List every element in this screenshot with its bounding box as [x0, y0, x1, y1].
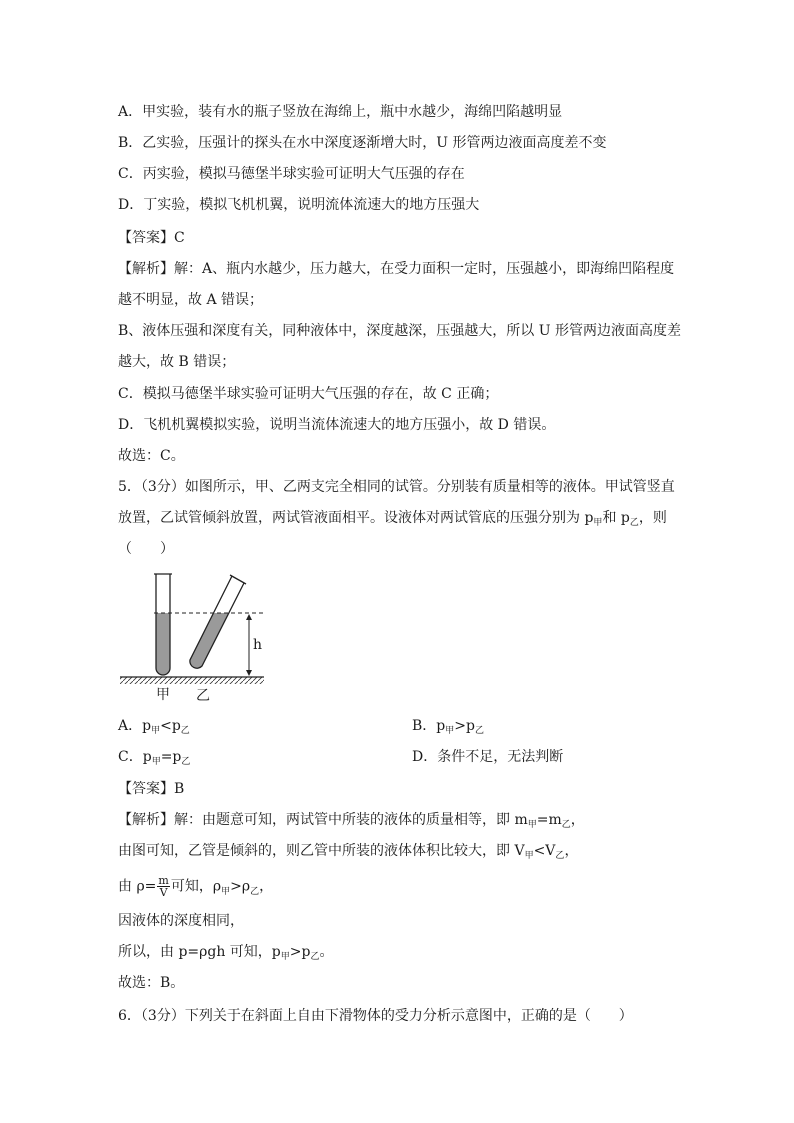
q5-stem-bracket: （ ）	[118, 541, 174, 557]
height-label: h	[253, 637, 263, 653]
test-tube-yi-rim	[230, 575, 246, 584]
q6-stem: 6．（3分）下列关于在斜面上自由下滑物体的受力分析示意图中，正确的是（ ）	[118, 1008, 633, 1024]
q5-stem-line: 放置，乙试管倾斜放置，两试管液面相平。设液体对两试管底的压强分别为 $p_甲$和 $p_乙$，则	[118, 510, 667, 528]
q5-option-d: D．条件不足，无法判断	[412, 749, 564, 765]
tube-label-jia: 甲	[156, 687, 170, 703]
arrow-head-bottom	[246, 670, 252, 676]
density-fraction: $\frac{m}{V}$	[158, 874, 169, 899]
tube-label-yi: 乙	[196, 688, 210, 704]
q4-option-d: D．丁实验，模拟飞机机翼，说明流体流速大的地方压强大	[118, 197, 480, 213]
q5-option-a: A．$p_甲<p_乙$	[118, 718, 190, 736]
q5-conclusion: 故选：B。	[118, 975, 185, 991]
q5-analysis-line: 【解析】解：由题意可知，两试管中所装的液体的质量相等，即 $m_甲=m_乙$，	[118, 812, 585, 830]
test-tube-diagram	[118, 566, 268, 706]
q4-analysis-line: 越不明显，故 A 错误；	[118, 292, 264, 308]
q5-analysis-line: 由 ρ= $\frac{m}{V}$ 可知，$\rho_甲>\rho_乙$，	[118, 874, 274, 899]
q4-option-b: B．乙实验，压强计的探头在水中深度逐渐增大时，U 形管两边液面高度差不变	[118, 135, 607, 151]
q5-answer: 【答案】B	[118, 781, 185, 797]
liquid-yi	[178, 613, 258, 684]
q4-conclusion: 故选：C。	[118, 448, 185, 464]
q4-analysis-line: D．飞机机翼模拟实验，说明当流体流速大的地方压强小，故 D 错误。	[118, 417, 556, 433]
q5-analysis-line: 因液体的深度相同，	[118, 913, 244, 929]
q4-analysis-line: 越大，故 B 错误；	[118, 354, 236, 370]
q4-answer: 【答案】C	[118, 230, 185, 246]
ground-hatching	[120, 677, 264, 684]
liquid-jia	[156, 613, 170, 678]
arrow-head-top	[246, 614, 252, 620]
q4-analysis-line: B、液体压强和深度有关，同种液体中，深度越深，压强越大，所以 U 形管两边液面高度差	[118, 323, 681, 339]
q5-stem-line: 5．（3分）如图所示，甲、乙两支完全相同的试管。分别装有质量相等的液体。甲试管竖直	[118, 479, 675, 495]
q5-option-c: C．$p_甲=p_乙$	[118, 749, 191, 767]
q4-analysis-line: C．模拟马德堡半球实验可证明大气压强的存在，故 C 正确；	[118, 386, 499, 402]
q4-option-c: C．丙实验，模拟马德堡半球实验可证明大气压强的存在	[118, 166, 465, 182]
q5-option-b: B．$p_甲>p_乙$	[412, 718, 484, 736]
test-tube-figure	[118, 566, 268, 710]
q5-analysis-line: 由图可知，乙管是倾斜的，则乙管中所装的液体体积比较大，即 $V_甲<V_乙$，	[118, 843, 579, 861]
q4-option-a: A．甲实验，装有水的瓶子竖放在海绵上，瓶中水越少，海绵凹陷越明显	[118, 104, 563, 120]
q5-analysis-line: 所以，由 p=ρgh 可知，$p_甲>p_乙$。	[118, 944, 334, 962]
q4-analysis-line: 【解析】解：A、瓶内水越少，压力越大，在受力面积一定时，压强越小，即海绵凹陷程度	[118, 261, 675, 277]
